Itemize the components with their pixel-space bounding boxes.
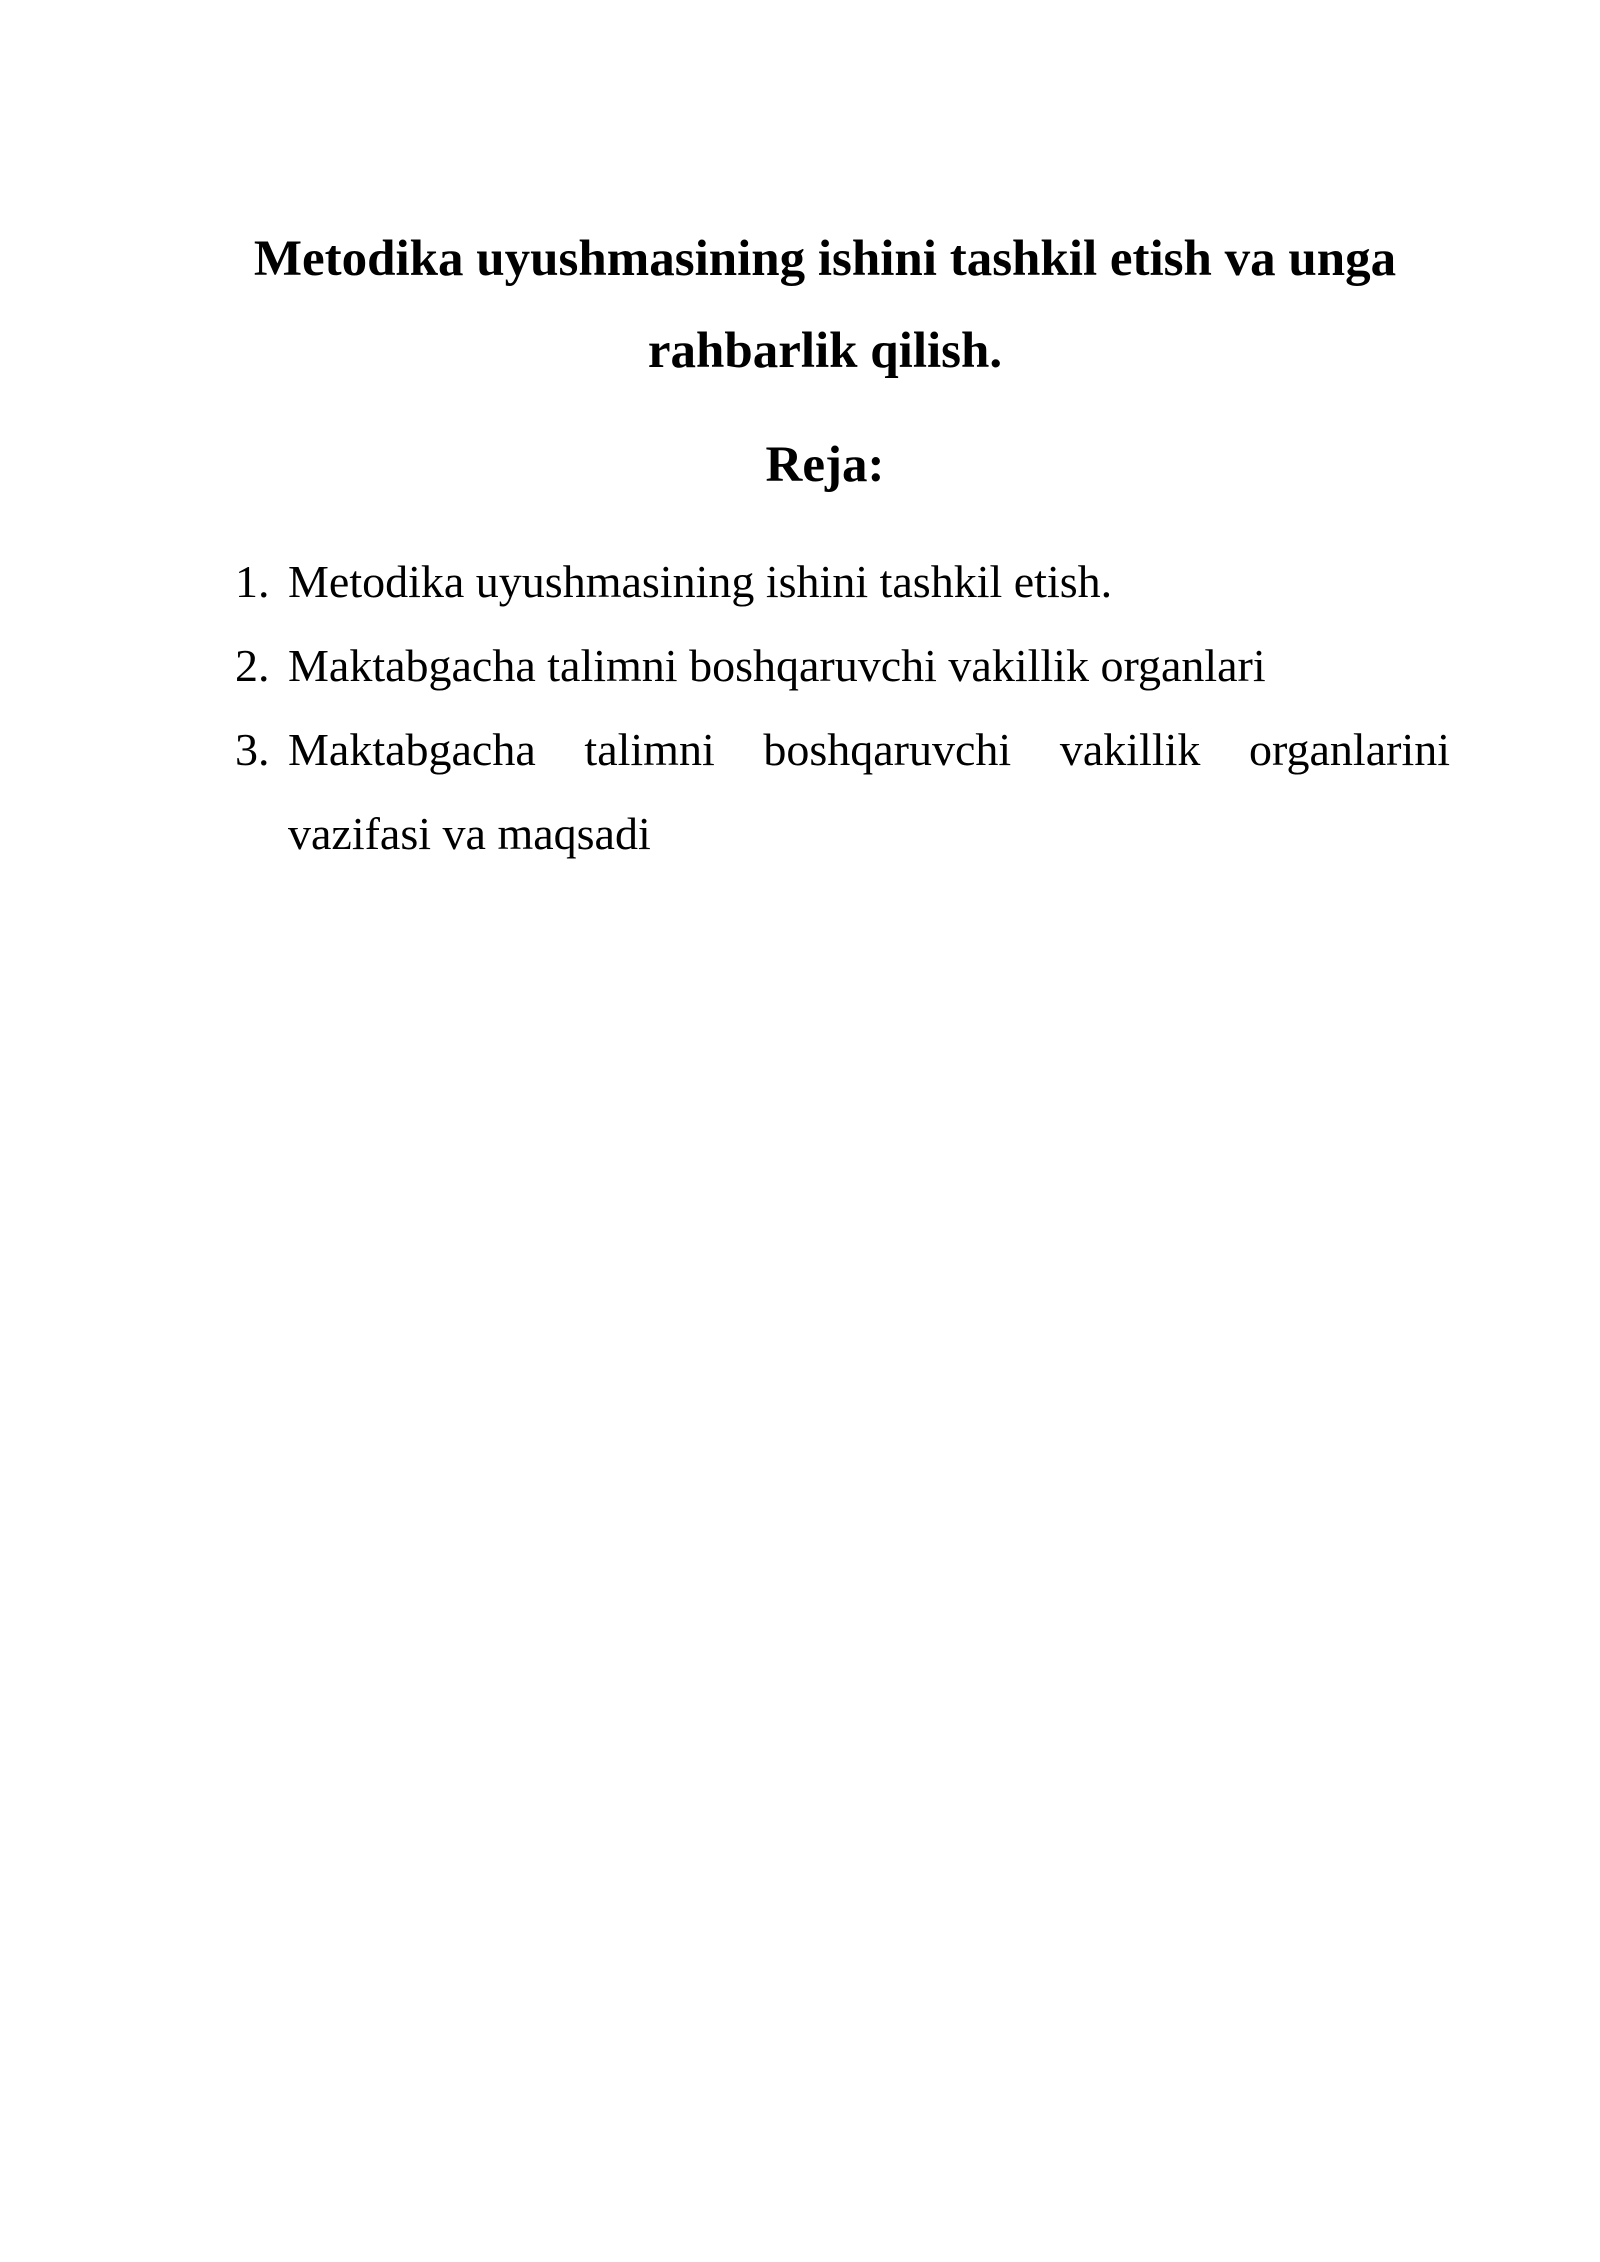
document-title: Metodika uyushmasining ishini tashkil etish va unga rahbarlik qilish. <box>253 231 1397 379</box>
plan-item-text: Metodika uyushmasining ishini tashkil etish. <box>288 556 1113 607</box>
plan-item-number: 1. <box>235 556 270 607</box>
plan-heading: Reja: <box>765 437 885 493</box>
plan-item-1 <box>235 540 1450 624</box>
plan-item-text: Maktabgacha talimni boshqaruvchi vakillik organlari <box>288 640 1266 691</box>
plan-item-text: Maktabgacha talimni boshqaruvchi vakillik organlarini vazifasi va maqsadi <box>288 724 1450 859</box>
plan-list <box>235 540 1450 876</box>
plan-item-number: 3. <box>235 724 270 775</box>
plan-item-3 <box>235 708 1450 876</box>
plan-item-2 <box>235 624 1450 708</box>
plan-item-number: 2. <box>235 640 270 691</box>
